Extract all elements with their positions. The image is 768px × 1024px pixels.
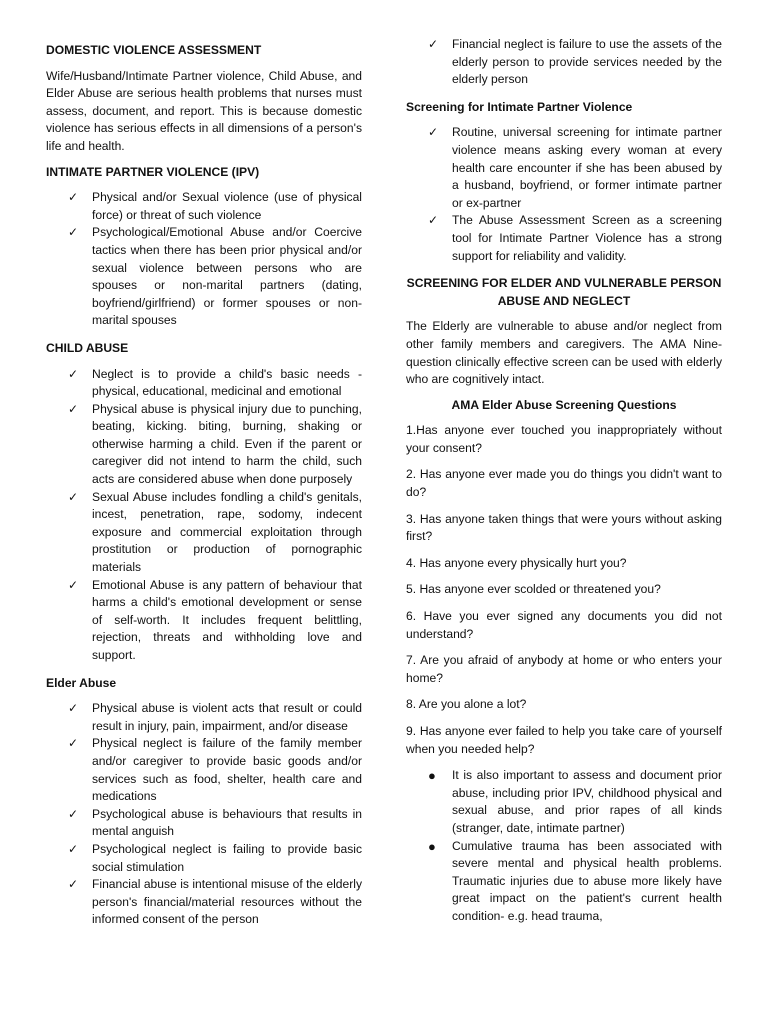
list-item: ● Cumulative trauma has been associated with severe mental and physical health problems. Traumatic injuries due to abuse more likely have great impact on the patient's current health condition- e.g. head trauma, <box>428 838 722 923</box>
list-item: ✓ Emotional Abuse is any pattern of behaviour that harms a child's emotional development or sense of self-worth. It includes frequent belittling, rejection, threats and withholding love and support. <box>68 577 362 662</box>
list-item: ✓ Psychological neglect is failing to provide basic social stimulation <box>68 841 362 874</box>
child-abuse-heading: CHILD ABUSE <box>46 340 129 355</box>
check-mark-icon: ✓ <box>428 125 439 140</box>
elder-abuse-heading: Elder Abuse <box>46 675 117 690</box>
check-mark-icon: ✓ <box>68 736 79 751</box>
check-mark-icon: ✓ <box>428 37 439 51</box>
screening-question: 2. Has anyone ever made you do things you didn't want to do? <box>406 467 722 500</box>
list-item: ✓ Physical abuse is violent acts that result or could result in injury, pain, impairment, and/or disease <box>68 701 362 733</box>
elder-intro-paragraph: The Elderly are vulnerable to abuse and/or neglect from other family members and caregivers. The AMA Nine-question clinically effective screen can be used with elderly who are cognitively intact. <box>406 319 722 387</box>
list-item: ✓ Psychological abuse is behaviours that results in mental anguish <box>68 806 362 839</box>
screening-question: 4. Has anyone every physically hurt you? <box>406 555 627 570</box>
elder-abuse-list <box>46 700 362 929</box>
list-item: ✓ Sexual Abuse includes fondling a child's genitals, incest, penetration, rape, sodomy, indecent exposure and commercial exploitation through prostitution or production of pornographic materials <box>68 489 362 575</box>
check-mark-icon: ✓ <box>428 213 439 228</box>
check-mark-icon: ✓ <box>68 841 79 856</box>
check-mark-icon: ✓ <box>68 366 79 381</box>
list-item: ✓ Psychological/Emotional Abuse and/or Coercive tactics when there has been prior physical and/or sexual violence between persons who are spouses or non-marital partners (dating, boyfriend/girlfriend) or former spouses or non-marital spouses <box>68 225 362 328</box>
screening-question: 6. Have you ever signed any documents you did not understand? <box>406 609 722 641</box>
ama-questions-heading: AMA Elder Abuse Screening Questions <box>451 397 677 412</box>
screening-question: 9. Has anyone ever failed to help you take care of yourself when you needed help? <box>406 724 722 756</box>
check-mark-icon: ✓ <box>68 577 79 592</box>
screening-ipv-heading: Screening for Intimate Partner Violence <box>406 99 633 114</box>
elder-screening-heading-line2: ABUSE AND NEGLECT <box>497 293 631 308</box>
check-mark-icon: ✓ <box>68 806 79 821</box>
right-column <box>406 36 722 936</box>
list-item: ✓ Routine, universal screening for intimate partner violence means asking every woman at every health care encounter if she has been abused by a husband, boyfriend, or former intimate partner or ex-partner <box>428 125 722 210</box>
bullet-list <box>406 767 722 925</box>
screening-question: 7. Are you afraid of anybody at home or who enters your home? <box>406 653 722 685</box>
screening-ipv-list <box>406 124 722 265</box>
bullet-dot-icon: ● <box>428 768 436 784</box>
document-title: DOMESTIC VIOLENCE ASSESSMENT <box>46 43 262 57</box>
screening-question: 3. Has anyone taken things that were yours without asking first? <box>406 511 722 544</box>
list-item: ✓ Neglect is to provide a child's basic needs - physical, educational, medicinal and emotional <box>68 366 362 399</box>
child-abuse-list <box>46 366 362 665</box>
list-item: ✓ The Abuse Assessment Screen as a screening tool for Intimate Partner Violence has a strong support for reliability and validity. <box>428 213 722 263</box>
check-mark-icon: ✓ <box>68 225 79 240</box>
bullet-dot-icon: ● <box>428 838 436 854</box>
screening-question: 5. Has anyone ever scolded or threatened you? <box>406 582 661 597</box>
check-mark-icon: ✓ <box>68 701 79 716</box>
check-mark-icon: ✓ <box>68 190 79 205</box>
check-mark-icon: ✓ <box>68 877 79 892</box>
check-mark-icon: ✓ <box>68 489 79 504</box>
left-column <box>46 36 362 939</box>
ipv-list <box>46 189 362 330</box>
list-item: ✓ Physical and/or Sexual violence (use of physical force) or threat of such violence <box>68 190 362 222</box>
ipv-heading: INTIMATE PARTNER VIOLENCE (IPV) <box>46 164 260 179</box>
financial-neglect-list <box>406 36 722 89</box>
list-item: ✓ Physical abuse is physical injury due to punching, beating, kicking. biting, burning, shaking or otherwise harming a child. Even if the parent or caregiver did not intend to harm the child, such acts are considered abuse when done purposely <box>68 401 362 487</box>
list-item: ✓ Financial abuse is intentional misuse of the elderly person's financial/material resources without the informed consent of the person <box>68 877 362 927</box>
screening-question: 1.Has anyone ever touched you inappropriately without your consent? <box>406 423 722 455</box>
list-item: ✓ Financial neglect is failure to use the assets of the elderly person to provide services needed by the elderly person <box>428 37 722 87</box>
list-item: ✓ Physical neglect is failure of the family member and/or caregiver to provide basic goods and/or services such as food, shelter, health care and medications <box>68 736 362 804</box>
elder-screening-heading-line1: SCREENING FOR ELDER AND VULNERABLE PERSON <box>406 276 722 291</box>
intro-paragraph: Wife/Husband/Intimate Partner violence, Child Abuse, and Elder Abuse are serious health problems that nurses must assess, document, and report. This is because domestic violence has serious effects in all dimensions of a person's life and health. <box>46 68 362 153</box>
check-mark-icon: ✓ <box>68 401 79 416</box>
screening-question: 8. Are you alone a lot? <box>406 697 527 712</box>
list-item: ● It is also important to assess and document prior abuse, including prior IPV, childhood physical and sexual abuse, and prior rapes of all kinds (stranger, date, intimate partner) <box>428 768 722 835</box>
